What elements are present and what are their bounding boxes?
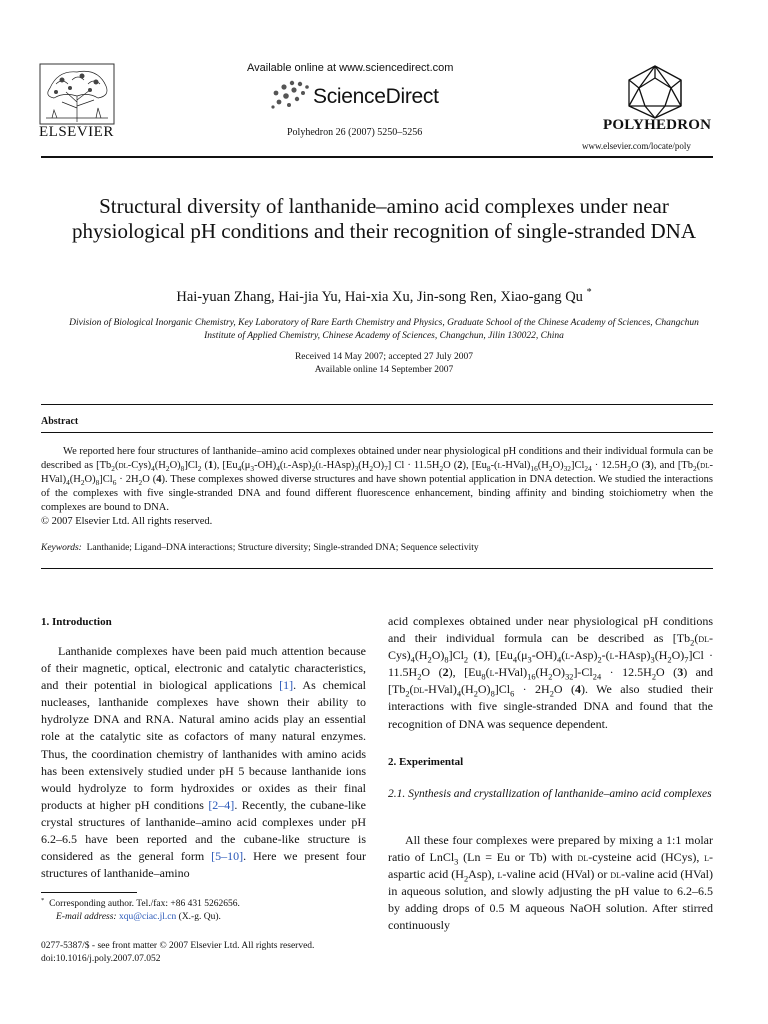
email-suffix: (X.-g. Qu). bbox=[178, 911, 221, 922]
available-date: Available online 14 September 2007 bbox=[314, 365, 454, 375]
publisher-name: ELSEVIER bbox=[39, 124, 114, 140]
subsection-heading-synthesis: 2.1. Synthesis and crystallization of lanthanide–amino acid complexes bbox=[388, 788, 712, 800]
keywords-label: Keywords: bbox=[41, 543, 82, 553]
section-heading-experimental: 2. Experimental bbox=[388, 756, 464, 768]
section-heading-introduction: 1. Introduction bbox=[41, 616, 112, 628]
journal-url[interactable]: www.elsevier.com/locate/poly bbox=[582, 141, 691, 151]
abstract-head-rule bbox=[41, 432, 713, 433]
reference-link[interactable]: [1] bbox=[279, 678, 294, 693]
affiliation: Division of Biological Inorganic Chemistry, Key Laboratory of Rare Earth Chemistry and Physics, Graduate School of the Chinese Academy of Sciences, Changchun Institute of Applied Chemistry, Chinese Academy of Sciences, Changchun, Jilin 130022, China bbox=[69, 318, 699, 341]
email-link[interactable]: xqu@ciac.jl.cn bbox=[118, 911, 177, 922]
introduction-continued: acid complexes obtained under near physiological pH conditions and their individual formula can be described as $[Tb_2(dl-Cys)_4(H_2O)_8]Cl_2$ (1), $[Eu_4(\mu_3-OH)_4(l-Asp)_2-(l-HAsp)_3(H_2O)_7]Cl \cdot 11.5H_2O$ (2), $[Eu_8(l-HVal)_{16}(H_2O)_{32}]-Cl_{24} \cdot 12.5H_2O$ (3) and $[Tb_2(dl-HVal)_4(H_2O)_8]Cl_6 \cdot 2H_2O$ (4). We also studied their interactions with five single-stranded DNA and found that the recognition of DNA was sequence dependent. bbox=[388, 614, 714, 731]
elsevier-tree-logo bbox=[38, 62, 116, 126]
journal-citation: Polyhedron 26 (2007) 5250–5256 bbox=[287, 127, 423, 138]
header-divider bbox=[41, 156, 713, 158]
authors-text: Hai-yuan Zhang, Hai-jia Yu, Hai-xia Xu, Jin-song Ren, Xiao-gang Qu bbox=[176, 289, 583, 305]
reference-link[interactable]: [5–10] bbox=[211, 849, 244, 864]
keywords-rule bbox=[41, 568, 713, 569]
footnote-rule bbox=[41, 892, 137, 893]
footnote bbox=[41, 898, 366, 923]
footnote-email-line bbox=[41, 911, 366, 924]
abstract-paragraph: We reported here four structures of lanthanide–amino acid complexes obtained under near physiological pH conditions and their individual formula can be described as $[Tb_2(dl-Cys)_4(H_2O)_8]Cl_2$ (1), $[Eu_4(\mu_3-OH)_4(l-Asp)_2(l-HAsp)_3(H_2O)_7] Cl \cdot 11.5H_2O$ (2), $[Eu_8-(l-HVal)_{16}(H_2O)_{32}]Cl_{24} \cdot 12.5H_2O$ (3), and $[Tb_2(dl-HVal)_4(H_2O)_8]Cl_6 \cdot 2H_2O$ (4). These complexes showed diverse structures and have shown potential application in DNA detection. We studied the interactions of the complexes with five single-stranded DNA and found different fluorescence enhancement, binding affinity and binding stoichiometry when the complexes are bound to DNA. bbox=[41, 446, 713, 513]
polyhedron-icosahedron-logo bbox=[621, 64, 689, 120]
abstract-heading: Abstract bbox=[41, 416, 79, 427]
experimental-paragraph: All these four complexes were prepared by mixing a 1:1 molar ratio of LnCl$_3$ (Ln = Eu or Tb) with dl-cysteine acid (HCys), l-aspartic acid $(H_2Asp)$, l-valine acid (HVal) or dl-valine acid (HVal) in aqueous solution, and slowly adjusting the pH value to 6.2–6.5 by adding drops of 0.5 M aqueous NaOH solution. After stirred continuously bbox=[388, 833, 713, 933]
issn-line: 0277-5387/$ - see front matter © 2007 Elsevier Ltd. All rights reserved. bbox=[41, 941, 315, 951]
abstract-top-rule bbox=[41, 404, 713, 405]
footnote-corresponding bbox=[41, 898, 366, 911]
footnote-contact: Corresponding author. Tel./fax: +86 431 5262656. bbox=[49, 899, 240, 909]
email-label: E-mail address: bbox=[56, 911, 117, 922]
abstract-copyright: © 2007 Elsevier Ltd. All rights reserved. bbox=[41, 516, 213, 527]
experimental-text bbox=[388, 832, 713, 935]
journal-name: POLYHEDRON bbox=[603, 117, 712, 133]
keywords bbox=[41, 543, 713, 553]
page-footer bbox=[41, 940, 441, 965]
sciencedirect-wordmark: ScienceDirect bbox=[313, 85, 439, 108]
corresponding-author-mark[interactable]: * bbox=[586, 287, 592, 299]
doi-line[interactable]: doi:10.1016/j.poly.2007.07.052 bbox=[41, 953, 161, 964]
keywords-text: Lanthanide; Ligand–DNA interactions; Structure diversity; Single-stranded DNA; Sequence selectivity bbox=[86, 543, 479, 553]
intro-paragraph: Lanthanide complexes have been paid much attention because of their magnetic, optical, electronic and catalytic characteristics, and their potential in biological applications [1]. As chemical nucleases, lanthanide complexes have shown their ability to hydrolyze DNA and RNA. Natural amino acids play an essential role at the catalytic site as cofactors of many natural enzymes. Thus, the coordination chemistry of lanthanides with amino acids has been extensively studied under pH 5 because lanthanide ions would hydrolyze to form hydroxides or oxides as their final products at higher pH conditions [2–4]. Recently, the cubane-like crystal structures of lanthanide–amino acid complexes under pH 6.2–6.5 have been reported and the cubane-like structure is considered as the general form [5–10]. Here we present four structures of lanthanide–amino bbox=[41, 644, 367, 881]
introduction-text bbox=[41, 643, 366, 882]
author-list bbox=[60, 289, 708, 306]
footnote-mark: * bbox=[41, 896, 45, 904]
reference-link[interactable]: [2–4] bbox=[208, 797, 235, 812]
article-history bbox=[60, 351, 708, 377]
abstract-body bbox=[41, 445, 713, 529]
availability-note: Available online at www.sciencedirect.com bbox=[247, 62, 454, 74]
article-title: Structural diversity of lanthanide–amino acid complexes under near physiological pH conditions and their recognition of single-stranded DNA bbox=[71, 194, 697, 243]
sciencedirect-dots-logo bbox=[270, 80, 310, 110]
received-date: Received 14 May 2007; accepted 27 July 2007 bbox=[294, 352, 474, 362]
